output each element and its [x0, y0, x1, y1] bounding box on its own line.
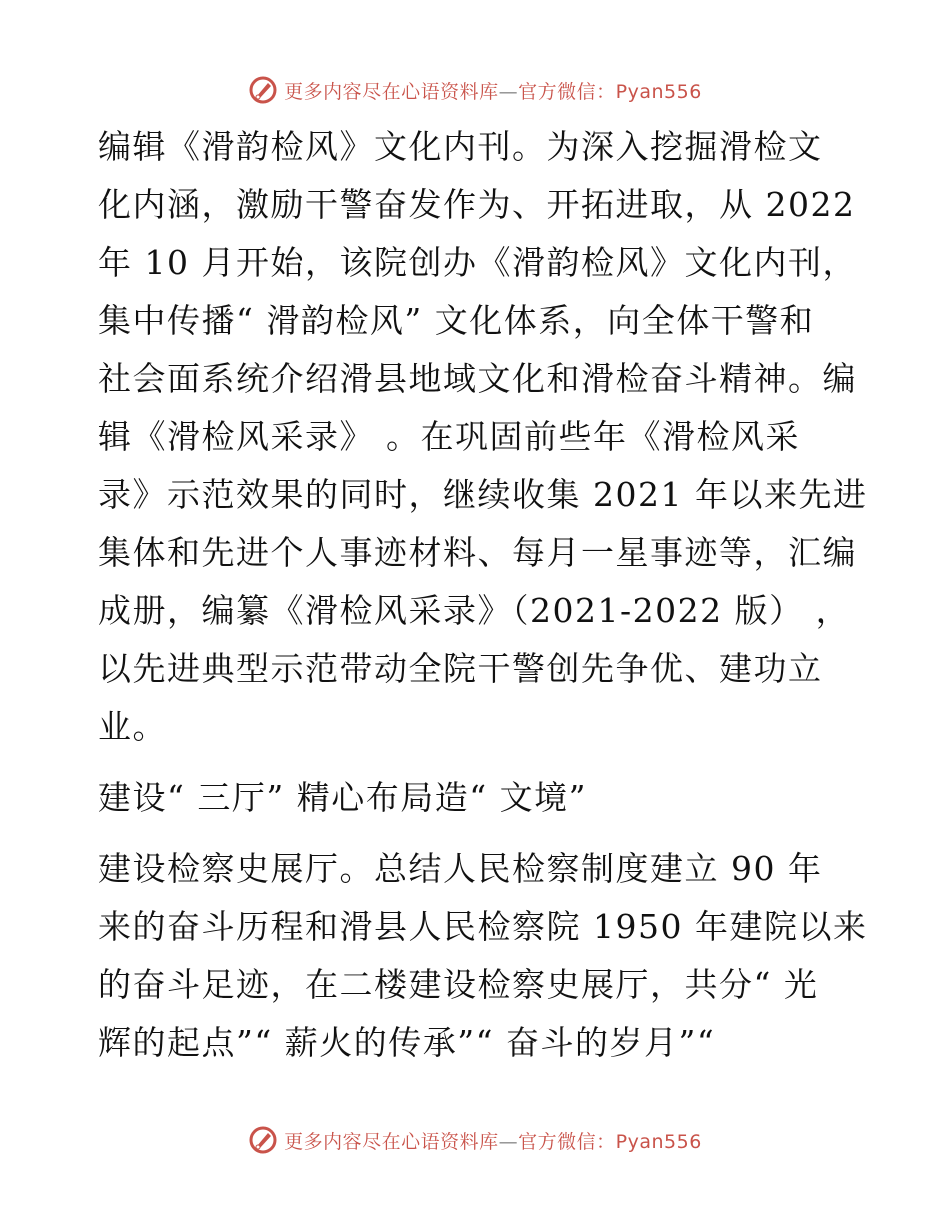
header-banner-separator: — — [498, 80, 519, 103]
section-heading: 建设“ 三厅” 精心布局造“ 文境” — [98, 778, 587, 817]
header-banner-contact: 官方微信：Pyan556 — [518, 80, 702, 103]
logo-icon — [248, 1125, 278, 1155]
text-line: 集中传播“ 滑韵检风” 文化体系，向全体干警和 — [98, 301, 815, 340]
footer-banner — [0, 1120, 950, 1160]
text-line: 建设检察史展厅。总结人民检察制度建立 90 年 — [98, 849, 823, 888]
paragraph-exhibition-hall — [98, 840, 868, 1072]
text-line: 来的奋斗历程和滑县人民检察院 1950 年建院以来 — [98, 907, 868, 946]
footer-banner-contact: 官方微信：Pyan556 — [518, 1130, 702, 1153]
footer-banner-main: 更多内容尽在心语资料库 — [284, 1130, 499, 1153]
header-banner-main: 更多内容尽在心语资料库 — [284, 80, 499, 103]
text-line: 的奋斗足迹，在二楼建设检察史展厅，共分“ 光 — [98, 965, 819, 1004]
text-line: 社会面系统介绍滑县地域文化和滑检奋斗精神。编 — [98, 359, 857, 398]
text-line: 业。 — [98, 707, 167, 746]
text-line: 集体和先进个人事迹材料、每月一星事迹等，汇编 — [98, 533, 857, 572]
paragraph-journal — [98, 118, 868, 756]
header-banner — [0, 70, 950, 110]
header-banner-text — [284, 77, 702, 104]
text-line: 化内涵，激励干警奋发作为、开拓进取，从 2022 — [98, 185, 856, 224]
text-line: 辉的起点”“ 薪火的传承”“ 奋斗的岁月”“ — [98, 1023, 716, 1062]
text-line: 录》示范效果的同时，继续收集 2021 年以来先进 — [98, 475, 868, 514]
document-body — [98, 118, 868, 1072]
text-line: 以先进典型示范带动全院干警创先争优、建功立 — [98, 649, 823, 688]
text-line: 辑《滑检风采录》 。在巩固前些年《滑检风采 — [98, 417, 800, 456]
text-line: 年 10 月开始，该院创办《滑韵检风》文化内刊， — [98, 243, 857, 282]
text-line: 编辑《滑韵检风》文化内刊。为深入挖掘滑检文 — [98, 127, 823, 166]
footer-banner-separator: — — [498, 1130, 519, 1153]
footer-banner-text — [284, 1127, 702, 1154]
text-line: 成册，编纂《滑检风采录》（2021-2022 版） ， — [98, 591, 851, 630]
logo-icon — [248, 75, 278, 105]
